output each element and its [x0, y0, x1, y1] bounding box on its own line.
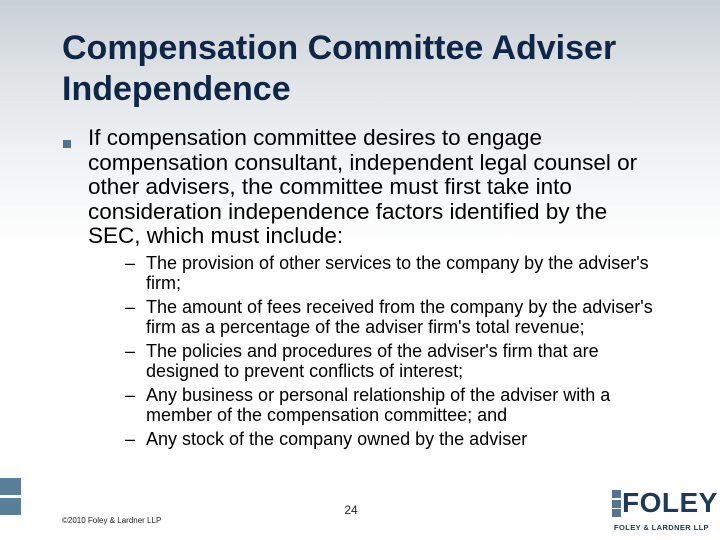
sub-bullet-text: The provision of other services to the company by the adviser's firm; [146, 252, 649, 293]
dash-bullet-icon: – [125, 384, 136, 405]
dash-bullet-icon: – [125, 296, 136, 317]
sub-bullet-list [88, 253, 662, 449]
dash-bullet-icon: – [125, 252, 136, 273]
sub-bullet-text: Any business or personal relationship of the adviser with a member of the compensation committee; and [146, 384, 611, 425]
foley-logo [612, 487, 718, 534]
logo-subtitle: FOLEY & LARDNER LLP [614, 523, 709, 532]
logo-wordmark: FOLEY [622, 487, 718, 518]
slide-content [62, 126, 662, 453]
square-bullet-icon [63, 140, 71, 148]
bullet-item [62, 126, 662, 449]
sub-bullet-item [125, 341, 662, 381]
sub-bullet-text: Any stock of the company owned by the adviser [146, 428, 528, 449]
decorative-squares [0, 478, 21, 518]
sub-bullet-item [125, 385, 662, 425]
sub-bullet-item [125, 297, 662, 337]
page-number: 24 [344, 503, 358, 517]
sub-bullet-item [125, 253, 662, 293]
bullet-text: If compensation committee desires to engage compensation consultant, independent legal counsel or other advisers, the committee must first take into consideration independence factors identified by the SEC, which must include: [88, 125, 638, 248]
slide-title: Compensation Committee Adviser Independence [62, 29, 617, 108]
square-decoration [0, 478, 21, 495]
square-decoration [0, 498, 21, 515]
sub-bullet-text: The amount of fees received from the company by the adviser's firm as a percentage of the adviser firm's total revenue; [146, 296, 653, 337]
logo-bars-icon [612, 490, 621, 517]
sub-bullet-item [125, 429, 662, 449]
dash-bullet-icon: – [125, 340, 136, 361]
sub-bullet-text: The policies and procedures of the adviser's firm that are designed to prevent conflicts of interest; [146, 340, 599, 381]
dash-bullet-icon: – [125, 428, 136, 449]
copyright-text: ©2010 Foley & Lardner LLP [62, 516, 162, 525]
